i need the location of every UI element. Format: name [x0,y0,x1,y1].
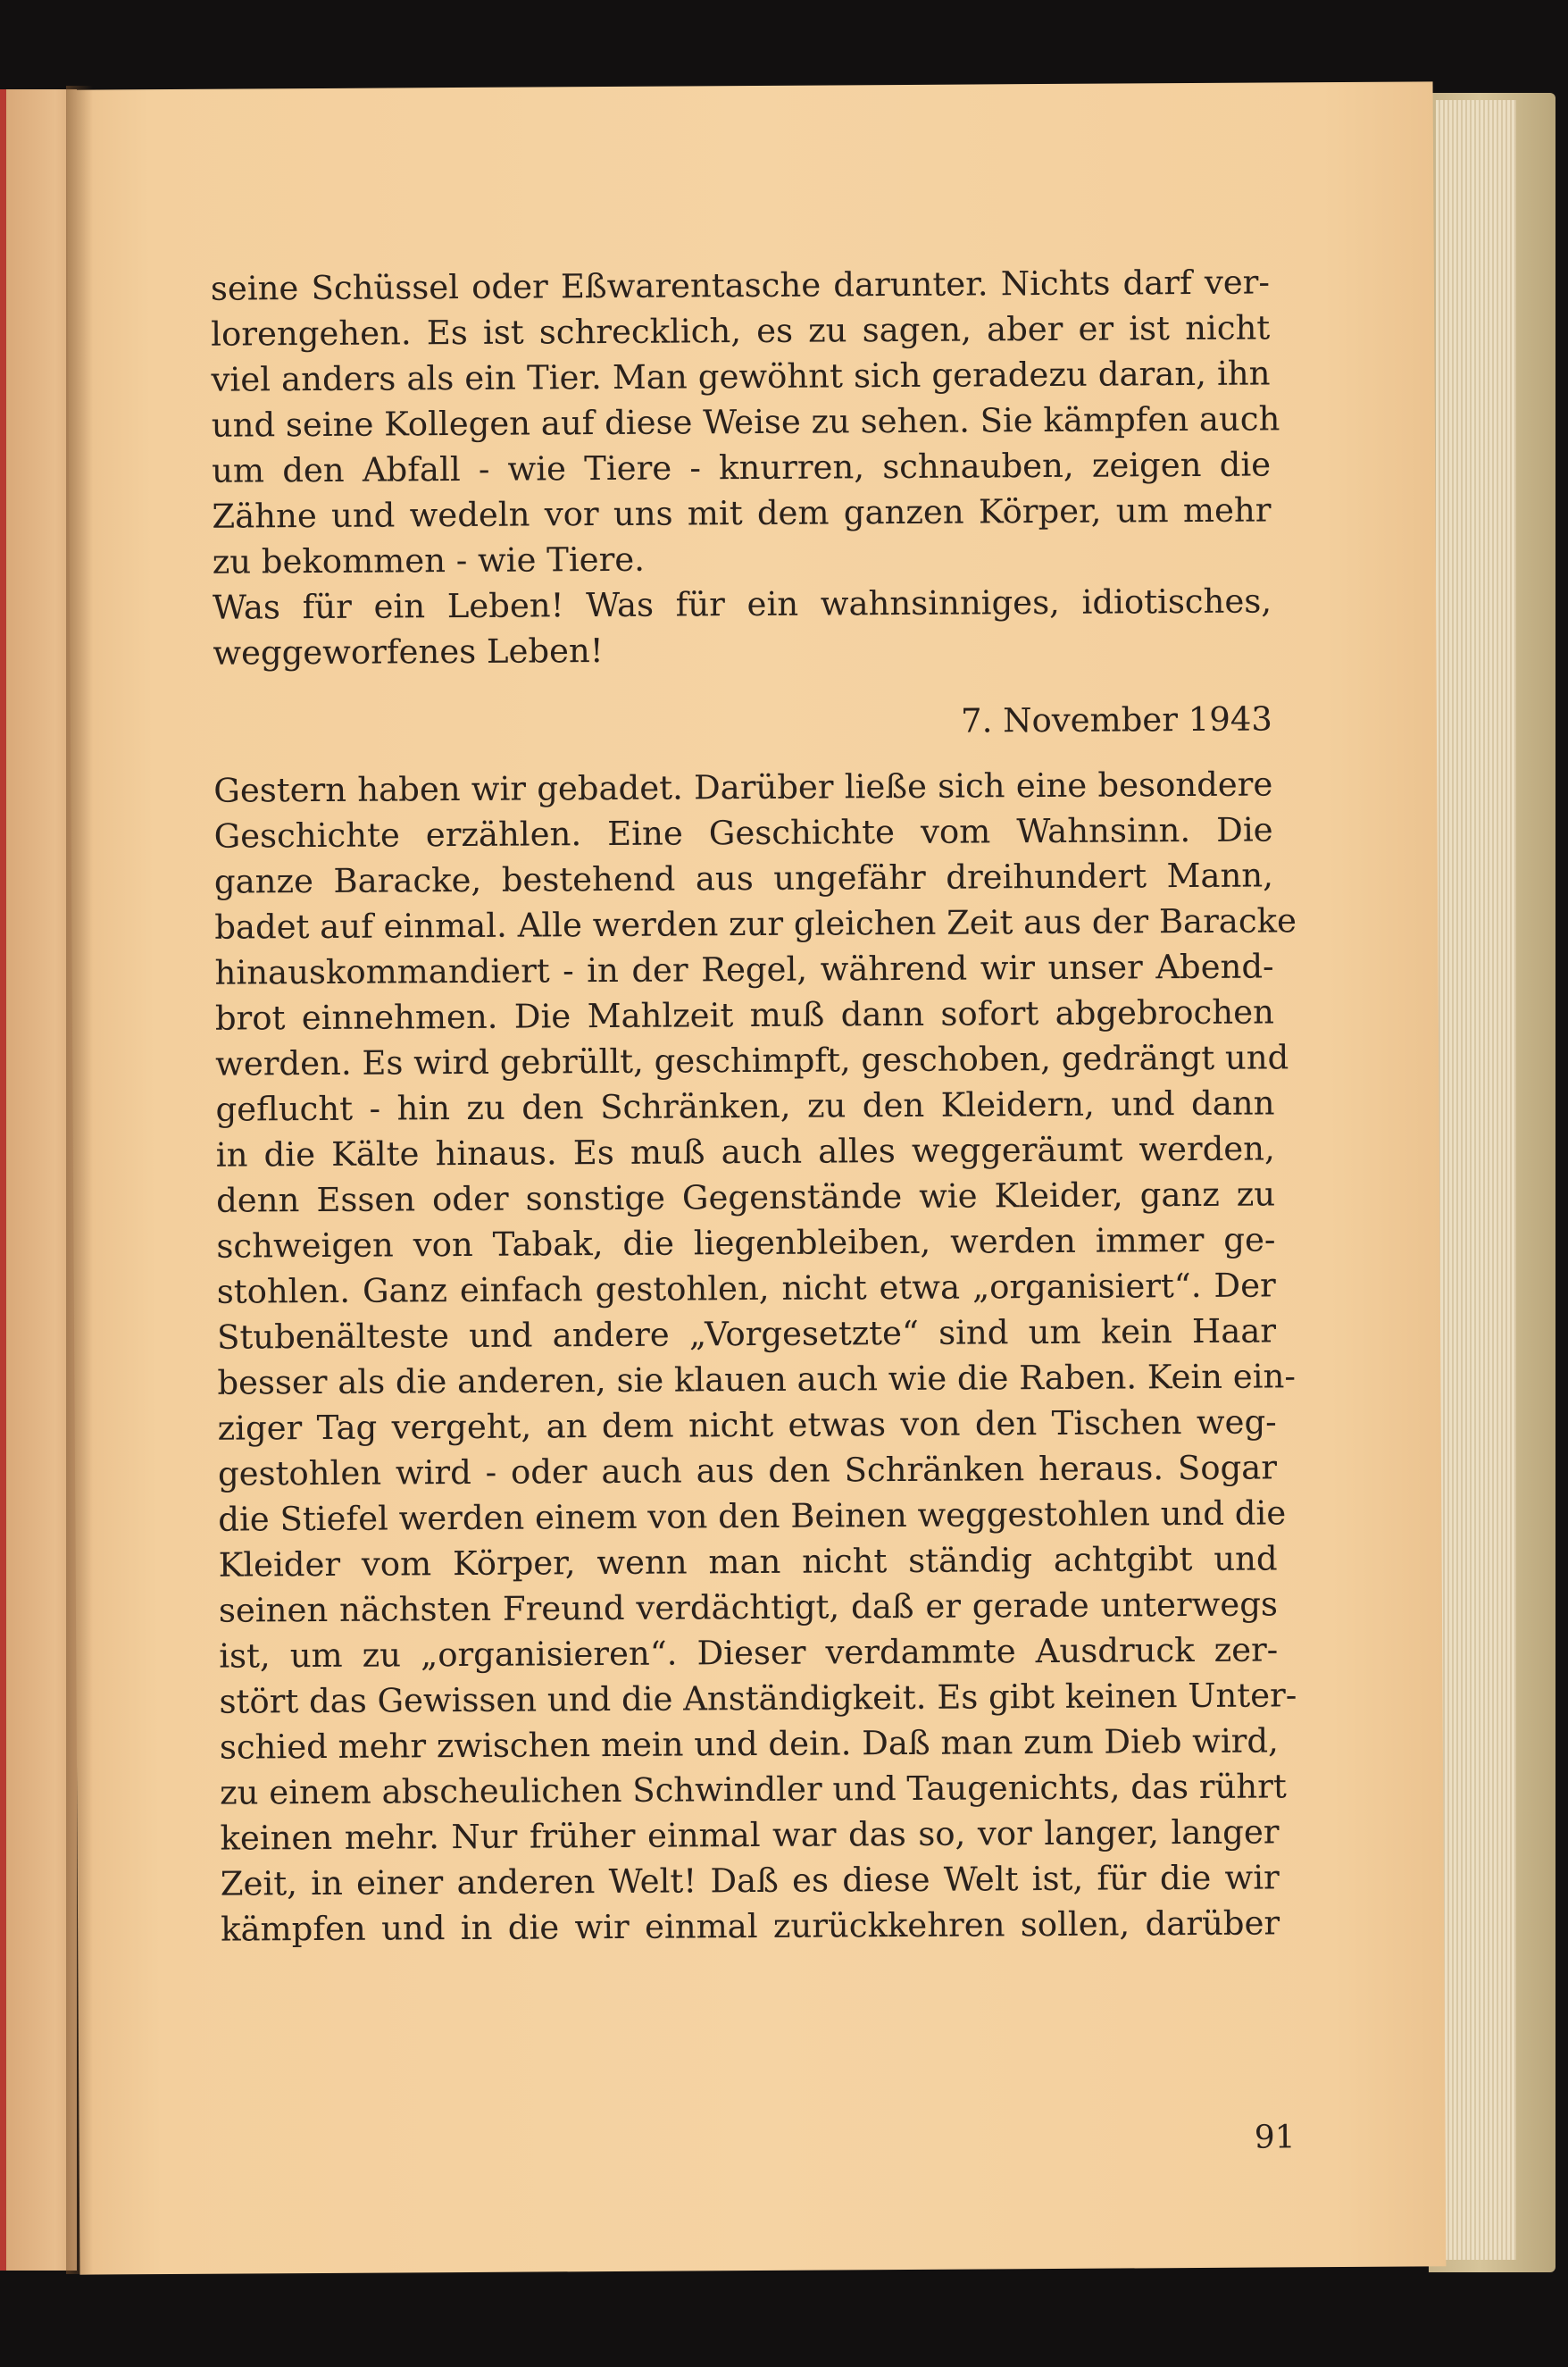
page-number: 91 [1254,2119,1296,2156]
text-line: weggeworfenes Leben! [213,631,604,673]
page-text [210,259,1297,1952]
text-line: stört das Gewissen und die Anständigkeit. Es gibt keinen Unter- [219,1676,1297,1721]
text-line: Kleider vom Körper, wenn man nicht ständig achtgibt und [218,1539,1278,1585]
text-line: Zähne und wedeln vor uns mit dem ganzen Körper, um mehr [212,490,1272,536]
text-line: schweigen von Tabak, die liegenbleiben, werden immer ge- [216,1220,1276,1266]
text-line: die Stiefel werden einem von den Beinen weggestohlen und die [218,1493,1287,1539]
text-line: denn Essen oder sonstige Gegenstände wie Kleider, ganz zu [216,1175,1276,1220]
text-line: um den Abfall - wie Tiere - knurren, schnauben, zeigen die [212,445,1272,490]
text-line: Geschichte erzählen. Eine Geschichte vom Wahnsinn. Die [213,810,1273,856]
text-line: viel anders als ein Tier. Man gewöhnt sich geradezu daran, ihn [211,354,1271,399]
date-heading: 7. November 1943 [960,699,1273,740]
text-line: brot einnehmen. Die Mahlzeit muß dann sofort abgebrochen [214,992,1275,1038]
text-line: Zeit, in einer anderen Welt! Daß es diese Welt ist, für die wir [220,1858,1280,1903]
text-line: lorengehen. Es ist schrecklich, es zu sagen, aber er ist nicht [211,308,1271,354]
text-line: und seine Kollegen auf diese Weise zu sehen. Sie kämpfen auch [211,399,1280,445]
gutter-shadow [66,86,93,2274]
text-line: keinen mehr. Nur früher einmal war das so, vor langer, langer [220,1812,1280,1858]
text-line: ist, um zu „organisieren“. Dieser verdammte Ausdruck zer- [219,1630,1279,1676]
text-line: badet auf einmal. Alle werden zur gleichen Zeit aus der Baracke [214,901,1297,947]
text-line: kämpfen und in die wir einmal zurückkehren sollen, darüber [220,1903,1280,1949]
text-line: ziger Tag vergeht, an dem nicht etwas von den Tischen weg- [217,1402,1277,1448]
text-line: besser als die anderen, sie klauen auch wie die Raben. Kein ein- [217,1357,1297,1402]
text-line: ganze Baracke, bestehend aus ungefähr dreihundert Mann, [213,856,1274,901]
book-page [67,81,1447,2274]
text-line: gestohlen wird - oder auch aus den Schränken heraus. Sogar [217,1448,1278,1493]
text-line: seine Schüssel oder Eßwarentasche darunter. Nichts darf ver- [210,263,1271,308]
text-line: seinen nächsten Freund verdächtigt, daß er gerade unterwegs [218,1585,1279,1630]
text-line: zu bekommen - wie Tiere. [212,539,646,581]
text-line: zu einem abscheulichen Schwindler und Taugenichts, das rührt [220,1767,1287,1812]
text-line: Gestern haben wir gebadet. Darüber ließe sich eine besondere [213,765,1273,810]
text-line: schied mehr zwischen mein und dein. Daß man zum Dieb wird, [219,1721,1279,1767]
text-line: in die Kälte hinaus. Es muß auch alles weggeräumt werden, [215,1129,1275,1175]
text-line: geflucht - hin zu den Schränken, zu den Kleidern, und dann [215,1083,1275,1129]
text-line: werden. Es wird gebrüllt, geschimpft, geschoben, gedrängt und [215,1038,1289,1083]
page-stack-edges [1436,100,1516,2260]
text-line: Stubenälteste und andere „Vorgesetzte“ sind um kein Haar [216,1311,1277,1357]
text-line: stohlen. Ganz einfach gestohlen, nicht etwa „organisiert“. Der [216,1266,1276,1311]
text-line: hinauskommandiert - in der Regel, während wir unser Abend- [214,947,1274,992]
text-line: Was für ein Leben! Was für ein wahnsinniges, idiotisches, [212,581,1272,627]
